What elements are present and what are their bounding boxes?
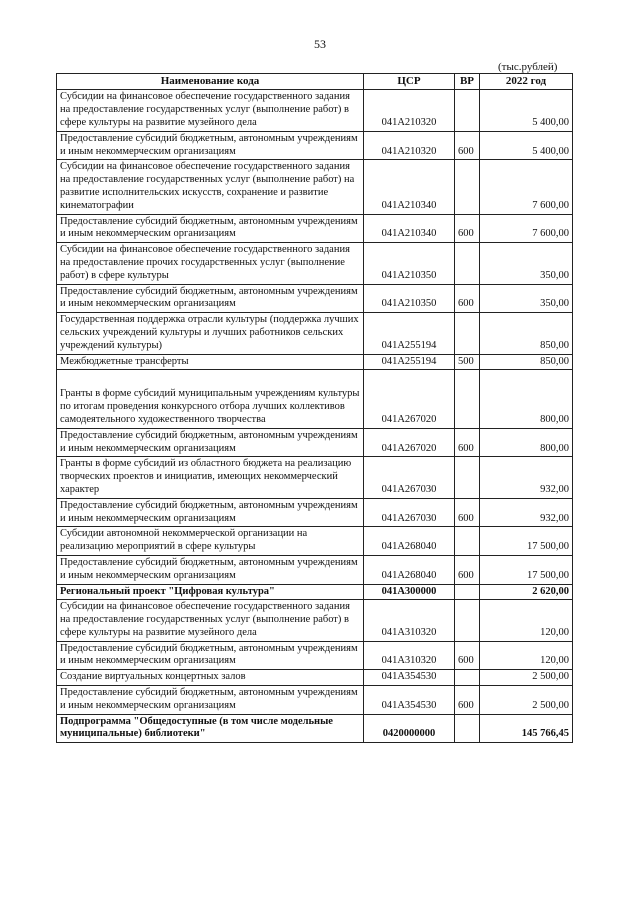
table-row (57, 714, 573, 743)
table-row (57, 214, 573, 243)
table-row (57, 370, 573, 428)
row-csr-cell: 041А210340 (364, 160, 455, 214)
table-row (57, 527, 573, 556)
table-body (57, 90, 573, 743)
table-row (57, 284, 573, 313)
row-name-cell: Предоставление субсидий бюджетным, автономным учреждениям и иным некоммерческим организациям (57, 555, 364, 584)
row-name-cell: Предоставление субсидий бюджетным, автономным учреждениям и иным некоммерческим организациям (57, 498, 364, 527)
row-vr-cell: 500 (455, 354, 480, 370)
row-amount-cell: 350,00 (480, 284, 573, 313)
row-name-cell: Предоставление субсидий бюджетным, автономным учреждениям и иным некоммерческим организациям (57, 131, 364, 160)
row-vr-cell (455, 584, 480, 600)
row-name-cell: Государственная поддержка отрасли культуры (поддержка лучших сельских учреждений культуры и лучших работников сельских учреждений культуры) (57, 313, 364, 354)
row-name-cell: Предоставление субсидий бюджетным, автономным учреждениям и иным некоммерческим организациям (57, 686, 364, 715)
row-vr-cell (455, 714, 480, 743)
row-amount-cell: 2 500,00 (480, 686, 573, 715)
row-csr-cell: 041А255194 (364, 354, 455, 370)
table-row (57, 686, 573, 715)
row-amount-cell: 120,00 (480, 641, 573, 670)
table-row (57, 90, 573, 131)
row-csr-cell: 041А310320 (364, 600, 455, 641)
row-name-cell: Субсидии на финансовое обеспечение государственного задания на предоставление государственных услуг (выполнение работ) в сфере культуры на развитие музейного дела (57, 90, 364, 131)
row-amount-cell: 2 620,00 (480, 584, 573, 600)
row-csr-cell: 041А310320 (364, 641, 455, 670)
table-row (57, 498, 573, 527)
row-name-cell: Предоставление субсидий бюджетным, автономным учреждениям и иным некоммерческим организациям (57, 428, 364, 457)
row-vr-cell (455, 160, 480, 214)
row-vr-cell: 600 (455, 131, 480, 160)
row-amount-cell: 932,00 (480, 498, 573, 527)
row-name-cell: Предоставление субсидий бюджетным, автономным учреждениям и иным некоммерческим организациям (57, 284, 364, 313)
row-vr-cell (455, 370, 480, 428)
table-row (57, 670, 573, 686)
row-csr-cell: 041А210350 (364, 243, 455, 284)
row-amount-cell: 850,00 (480, 313, 573, 354)
row-name-cell: Предоставление субсидий бюджетным, автономным учреждениям и иным некоммерческим организациям (57, 641, 364, 670)
row-name-cell: Региональный проект "Цифровая культура" (57, 584, 364, 600)
row-csr-cell: 041А210350 (364, 284, 455, 313)
row-name-cell: Субсидии автономной некоммерческой организации на реализацию мероприятий в сфере культуры (57, 527, 364, 556)
row-csr-cell: 041А267020 (364, 428, 455, 457)
row-vr-cell: 600 (455, 641, 480, 670)
row-name-cell: Гранты в форме субсидий из областного бюджета на реализацию творческих проектов и инициатив, имеющих некоммерческий характер (57, 457, 364, 498)
table-row (57, 555, 573, 584)
row-csr-cell: 041А354530 (364, 670, 455, 686)
row-name-cell: Предоставление субсидий бюджетным, автономным учреждениям и иным некоммерческим организациям (57, 214, 364, 243)
table-row (57, 600, 573, 641)
page-number: 53 (314, 37, 326, 51)
row-name-cell: Субсидии на финансовое обеспечение государственного задания на предоставление государственных услуг (выполнение работ) на развитие исполнительских искусств, сохранение и развитие кинематографии (57, 160, 364, 214)
row-csr-cell: 041А255194 (364, 313, 455, 354)
row-amount-cell: 350,00 (480, 243, 573, 284)
row-vr-cell (455, 670, 480, 686)
header-amount: 2022 год (480, 74, 573, 90)
row-amount-cell: 5 400,00 (480, 131, 573, 160)
row-vr-cell (455, 313, 480, 354)
row-amount-cell: 5 400,00 (480, 90, 573, 131)
row-csr-cell: 041А268040 (364, 555, 455, 584)
row-csr-cell: 041А210320 (364, 90, 455, 131)
row-amount-cell: 2 500,00 (480, 670, 573, 686)
row-amount-cell: 7 600,00 (480, 160, 573, 214)
row-vr-cell: 600 (455, 555, 480, 584)
row-vr-cell: 600 (455, 498, 480, 527)
row-vr-cell (455, 457, 480, 498)
row-csr-cell: 041А210340 (364, 214, 455, 243)
row-name-cell: Подпрограмма "Общедоступные (в том числе модельные муниципальные) библиотеки" (57, 714, 364, 743)
table-header-row (57, 74, 573, 90)
table-row (57, 584, 573, 600)
row-name-cell: Создание виртуальных концертных залов (57, 670, 364, 686)
table-row (57, 313, 573, 354)
table-row (57, 641, 573, 670)
row-name-cell: Субсидии на финансовое обеспечение государственного задания на предоставление прочих государственных услуг (выполнение работ) в сфере культуры (57, 243, 364, 284)
row-name-cell: Субсидии на финансовое обеспечение государственного задания на предоставление государственных услуг (выполнение работ) в сфере культуры на развитие музейного дела (57, 600, 364, 641)
row-vr-cell (455, 600, 480, 641)
table-row (57, 354, 573, 370)
row-amount-cell: 850,00 (480, 354, 573, 370)
row-csr-cell: 041А354530 (364, 686, 455, 715)
row-amount-cell: 800,00 (480, 428, 573, 457)
header-name: Наименование кода (57, 74, 364, 90)
row-csr-cell: 041А268040 (364, 527, 455, 556)
row-vr-cell: 600 (455, 686, 480, 715)
header-csr: ЦСР (364, 74, 455, 90)
table-row (57, 428, 573, 457)
row-amount-cell: 7 600,00 (480, 214, 573, 243)
table-row (57, 131, 573, 160)
row-name-cell: Межбюджетные трансферты (57, 354, 364, 370)
table-row (57, 243, 573, 284)
row-amount-cell: 145 766,45 (480, 714, 573, 743)
budget-table (56, 73, 573, 743)
row-csr-cell: 041А267020 (364, 370, 455, 428)
row-vr-cell: 600 (455, 214, 480, 243)
row-csr-cell: 0420000000 (364, 714, 455, 743)
row-vr-cell (455, 527, 480, 556)
row-amount-cell: 17 500,00 (480, 555, 573, 584)
header-vr: ВР (455, 74, 480, 90)
row-vr-cell (455, 243, 480, 284)
row-vr-cell: 600 (455, 284, 480, 313)
row-name-cell: Гранты в форме субсидий муниципальным учреждениям культуры по итогам проведения конкурсного отбора лучших коллективов самодеятельного художественного творчества (57, 370, 364, 428)
row-csr-cell: 041А210320 (364, 131, 455, 160)
row-csr-cell: 041А300000 (364, 584, 455, 600)
table-row (57, 160, 573, 214)
row-amount-cell: 932,00 (480, 457, 573, 498)
table-row (57, 457, 573, 498)
row-csr-cell: 041А267030 (364, 457, 455, 498)
row-amount-cell: 800,00 (480, 370, 573, 428)
units-label: (тыс.рублей) (498, 61, 558, 73)
row-vr-cell: 600 (455, 428, 480, 457)
row-amount-cell: 120,00 (480, 600, 573, 641)
row-amount-cell: 17 500,00 (480, 527, 573, 556)
row-csr-cell: 041А267030 (364, 498, 455, 527)
row-vr-cell (455, 90, 480, 131)
